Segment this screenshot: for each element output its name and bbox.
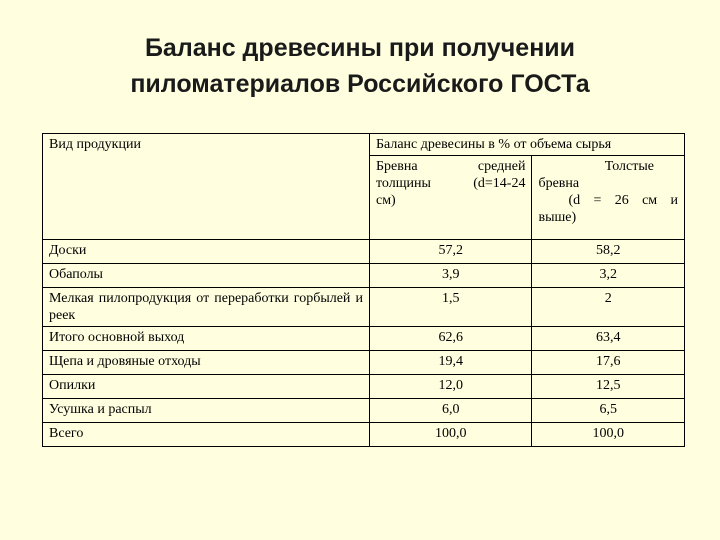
subheader-thick-text: см bbox=[642, 193, 658, 208]
product-cell: Итого основной выход bbox=[43, 327, 370, 351]
subheader-thick-logs bbox=[532, 156, 685, 240]
table-row bbox=[43, 240, 685, 264]
table-row bbox=[43, 423, 685, 447]
subheader-thick-text: (d bbox=[568, 193, 581, 208]
subheader-thick-text: = bbox=[593, 193, 602, 208]
product-cell: Щепа и дровяные отходы bbox=[43, 351, 370, 375]
table-header-row bbox=[43, 134, 685, 156]
subheader-thick-text: бревна bbox=[538, 176, 580, 191]
thick-value-cell: 58,2 bbox=[532, 240, 685, 264]
thick-value-cell: 3,2 bbox=[532, 264, 685, 288]
subheader-medium-logs bbox=[369, 156, 531, 240]
table-row bbox=[43, 327, 685, 351]
medium-value-cell: 12,0 bbox=[369, 375, 531, 399]
subheader-thick-text: Толстые bbox=[604, 159, 654, 174]
wood-balance-table bbox=[42, 133, 685, 447]
table-row bbox=[43, 375, 685, 399]
product-cell: Обаполы bbox=[43, 264, 370, 288]
product-cell: Усушка и распыл bbox=[43, 399, 370, 423]
medium-value-cell: 62,6 bbox=[369, 327, 531, 351]
medium-value-cell: 1,5 bbox=[369, 288, 531, 327]
thick-value-cell: 12,5 bbox=[532, 375, 685, 399]
slide-title bbox=[0, 30, 720, 102]
subheader-medium-text: см) bbox=[375, 193, 396, 208]
subheader-medium-text: Бревна bbox=[375, 159, 418, 174]
medium-value-cell: 57,2 bbox=[369, 240, 531, 264]
table-row bbox=[43, 351, 685, 375]
medium-value-cell: 6,0 bbox=[369, 399, 531, 423]
thick-value-cell: 6,5 bbox=[532, 399, 685, 423]
thick-value-cell: 2 bbox=[532, 288, 685, 327]
product-cell: Мелкая пилопродукция от переработки горбылей и реек bbox=[43, 288, 370, 327]
header-product-type: Вид продукции bbox=[43, 134, 370, 240]
thick-value-cell: 100,0 bbox=[532, 423, 685, 447]
product-cell: Доски bbox=[43, 240, 370, 264]
table-row bbox=[43, 399, 685, 423]
medium-value-cell: 3,9 bbox=[369, 264, 531, 288]
subheader-thick-text: 26 bbox=[614, 193, 629, 208]
slide-title-line-1: Баланс древесины при получении bbox=[144, 34, 576, 62]
table-row bbox=[43, 264, 685, 288]
subheader-thick-text: и bbox=[670, 193, 678, 208]
medium-value-cell: 19,4 bbox=[369, 351, 531, 375]
thick-value-cell: 63,4 bbox=[532, 327, 685, 351]
slide-title-line-2: пиломатериалов Российского ГОСТа bbox=[130, 70, 590, 98]
medium-value-cell: 100,0 bbox=[369, 423, 531, 447]
thick-value-cell: 17,6 bbox=[532, 351, 685, 375]
subheader-medium-text: средней bbox=[477, 159, 526, 174]
subheader-medium-text: (d=14-24 bbox=[473, 176, 526, 191]
table-row bbox=[43, 288, 685, 327]
subheader-medium-text: толщины bbox=[375, 176, 431, 191]
product-cell: Опилки bbox=[43, 375, 370, 399]
header-balance-group: Баланс древесины в % от объема сырья bbox=[369, 134, 684, 156]
product-cell: Всего bbox=[43, 423, 370, 447]
subheader-thick-text: выше) bbox=[538, 210, 577, 225]
